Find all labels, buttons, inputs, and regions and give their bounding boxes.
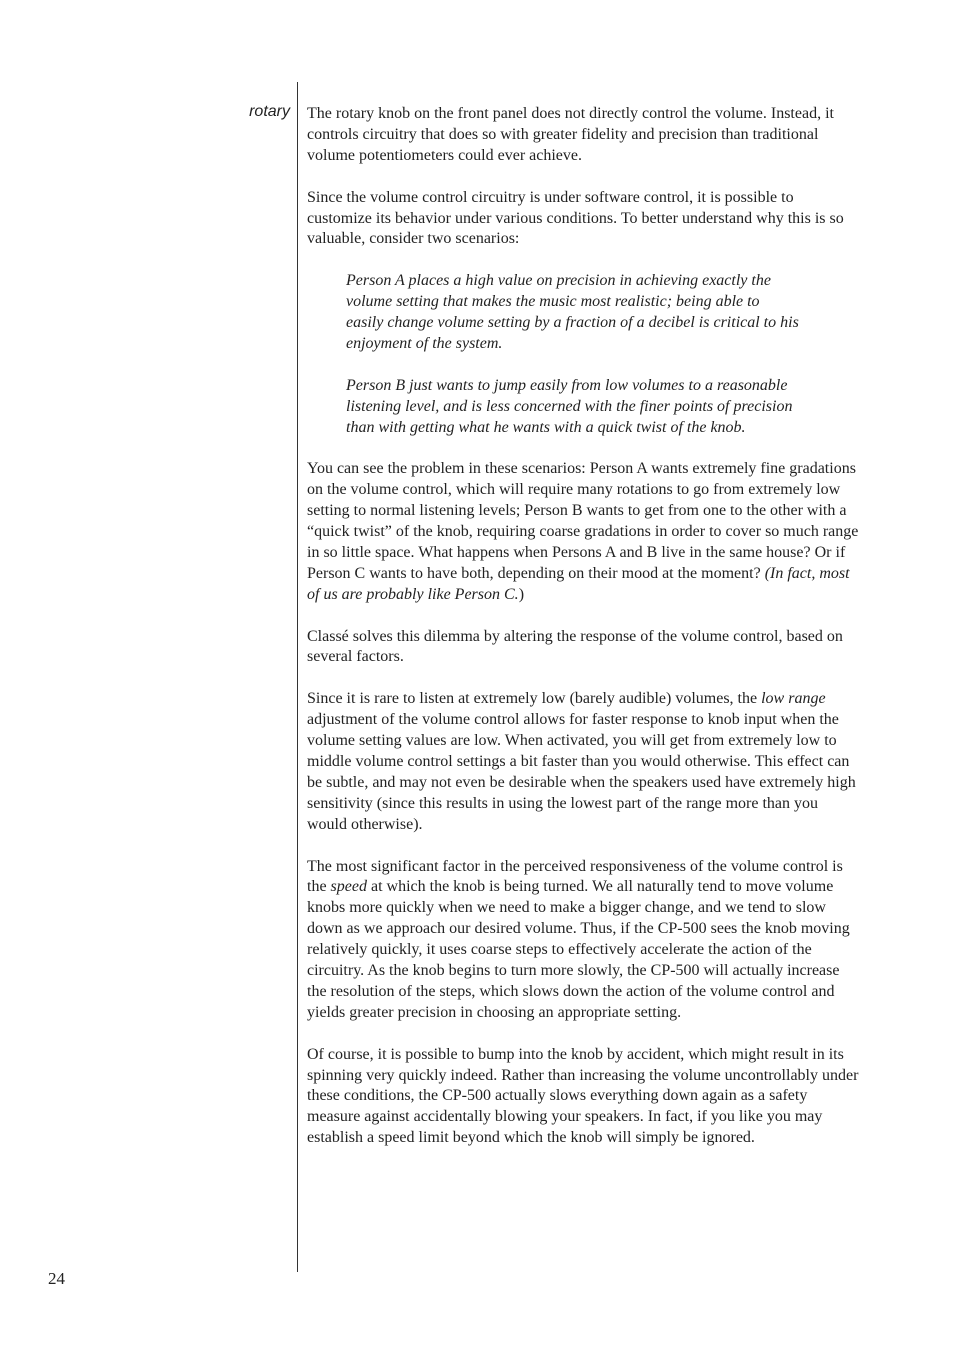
page-number: 24 — [48, 1269, 65, 1288]
body-text — [307, 104, 859, 1170]
paragraph-scenarios-intro: Since the volume control circuitry is under software control, it is possible to customize its behavior under various conditions. To better understand why this is so valuable, consider two scenarios: — [307, 188, 844, 248]
paragraph-problem-text: You can see the problem in these scenarios: Person A wants extremely fine gradations on the volume control, which will require many rotations to go from extremely low setting to normal listening levels; Person B wants to get from one to the other with a “quick twist” of the knob, requiring coarse gradations in order to cover so much range in so little space. What happens when Persons A and B live in the same house? Or if Person C wants to have both, depending on their mood at the moment? — [307, 460, 859, 582]
paragraph-intro: The rotary knob on the front panel does not directly control the volume. Instead, it controls circuitry that does so with greater fidelity and precision than traditional volume potentiometers could ever achieve. — [307, 105, 834, 164]
quote-person-a: Person A places a high value on precision in achieving exactly the volume setting that makes the music most realistic; being able to easily change volume setting by a fraction of a decibel is critical to his enjoyment of the system. — [346, 272, 799, 352]
paragraph-low-range-after: adjustment of the volume control allows for faster response to knob input when the volume setting values are low. When activated, you will get from extremely low to middle volume control settings a bit faster than you would otherwise. This effect can be subtle, and may not even be desirable when the speakers used have extremely high sensitivity (since this results in using the lowest part of the range more than you would otherwise). — [307, 711, 856, 833]
paragraph-safety: Of course, it is possible to bump into the knob by accident, which might result in its spinning very quickly indeed. Rather than increasing the volume uncontrollably under these conditions, the CP-500 actually slows everything down again as a safety measure against accidentally blowing your speakers. In fact, if you like you may establish a speed limit beyond which the knob will simply be ignored. — [307, 1045, 859, 1147]
paragraph-problem-end: ) — [518, 585, 525, 603]
paragraph-low-range-before: Since it is rare to listen at extremely low (barely audible) volumes, the — [307, 690, 762, 708]
paragraph-problem-italic: (In fact, most of us are probably like Person C. — [307, 564, 850, 603]
section-label: rotary — [249, 103, 290, 120]
quote-person-b: Person B just wants to jump easily from low volumes to a reasonable listening level, and is less concerned with the finer points of precision than with getting what he wants with a quick twist of the knob. — [346, 376, 793, 436]
speed-term: speed — [330, 878, 367, 896]
paragraph-speed — [307, 857, 859, 1024]
paragraph-solution: Classé solves this dilemma by altering the response of the volume control, based on several factors. — [307, 627, 843, 666]
paragraph-problem — [307, 459, 859, 605]
margin-divider-line — [297, 82, 298, 1272]
paragraph-speed-before: The most significant factor in the perceived responsiveness of the volume control is the — [307, 857, 843, 896]
paragraph-low-range — [307, 689, 859, 835]
paragraph-speed-after: at which the knob is being turned. We all naturally tend to move volume knobs more quickly when we need to make a bigger change, and we tend to slow down as we approach our desired volume. Thus, if the CP-500 sees the knob moving relatively quickly, it uses coarse steps to effectively accelerate the action of the circuitry. As the knob begins to turn more slowly, the CP-500 will actually increase the resolution of the steps, which slows down the action of the volume control and yields greater precision in choosing an appropriate setting. — [307, 878, 850, 1021]
low-range-term: low range — [761, 690, 826, 708]
